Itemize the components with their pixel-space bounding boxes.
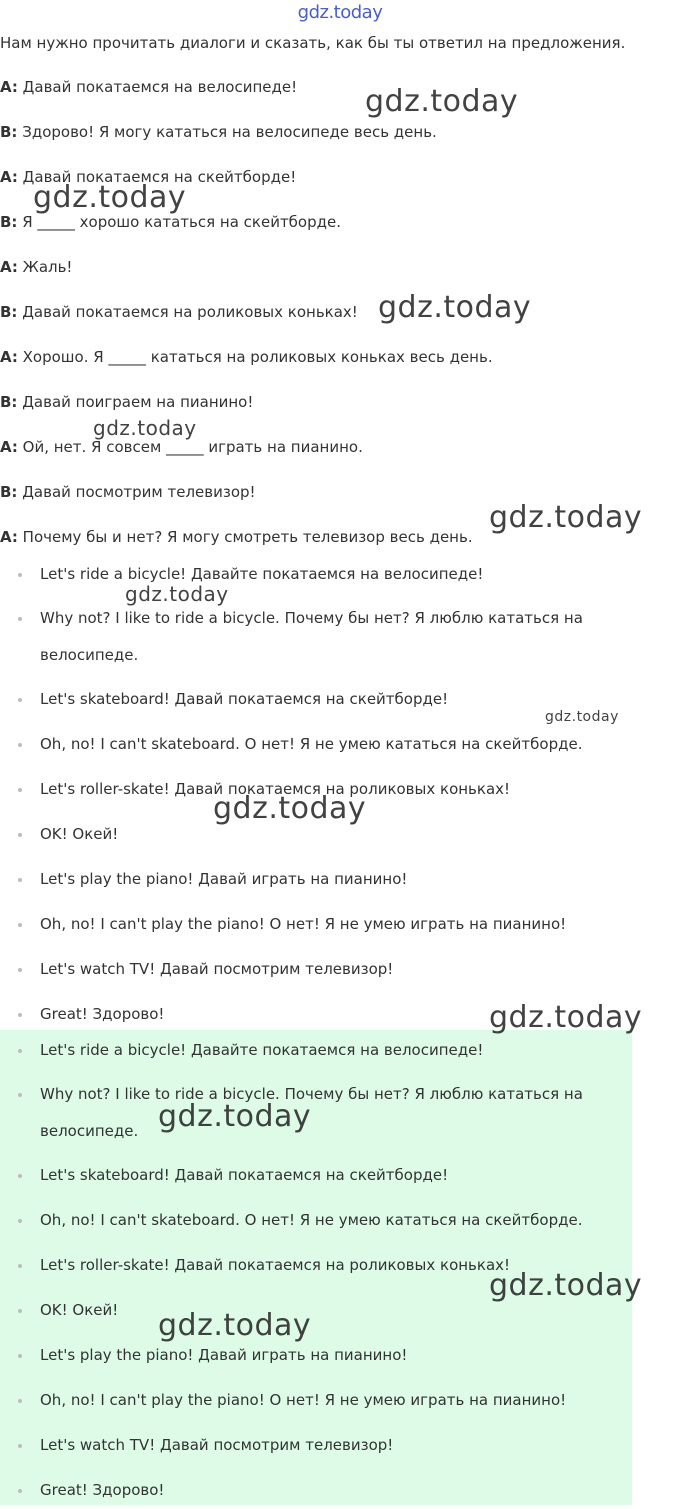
answers-list: Let's ride a bicycle! Давайте покатаемся на велосипеде! Why not? I like to ride a bicycle. Почему бы нет? Я люблю кататься на велосипеде. Let's skateboard! Давай покатаемся на скейтборде! Oh, no! I can't skateboard. О нет! Я не умею кататься на скейтборде. Let's roller-skate! Давай покатаемся на роликовых коньках! OK! Окей! Let's play the piano! Давай играть на пианино! Oh, no! I can't play the piano! О нет! Я не умею играть на пианино! Let's watch TV! Давай посмотрим телевизор! Great! Здорово! [0, 0, 680, 1030]
bullet-icon [18, 1489, 22, 1493]
bullet-icon [18, 1309, 22, 1313]
bullet-icon [18, 1093, 22, 1097]
dialogue-line: A: Ой, нет. Я совсем _____ играть на пианино. [0, 438, 363, 456]
dialogue-line: A: Хорошо. Я _____ кататься на роликовых коньках весь день. [0, 348, 493, 366]
bullet-icon [18, 1174, 22, 1178]
watermark: gdz.today [365, 84, 519, 119]
dialogue-line: A: Жаль! [0, 258, 73, 276]
bullet-icon [18, 968, 22, 972]
bullet-icon [18, 1013, 22, 1017]
bullet-icon [18, 1049, 22, 1053]
watermark: gdz.today [489, 1000, 643, 1035]
watermark: gdz.today [125, 582, 229, 606]
task-instruction: Нам нужно прочитать диалоги и сказать, как бы ты ответил на предложения. [0, 34, 626, 52]
watermark: gdz.today [489, 500, 643, 535]
watermark: gdz.today [158, 1308, 312, 1343]
dialogue-line: A: Давай покатаемся на скейтборде! [0, 168, 297, 186]
bullet-icon [18, 878, 22, 882]
bullet-icon [18, 833, 22, 837]
site-logo: gdz.today [297, 2, 383, 23]
dialogue-line: B: Давай посмотрим телевизор! [0, 483, 256, 501]
watermark: gdz.today [93, 416, 197, 440]
watermark: gdz.today [545, 709, 619, 725]
bullet-icon [18, 1399, 22, 1403]
bullet-icon [18, 573, 22, 577]
dialogue-line: B: Давай покатаемся на роликовых коньках! [0, 303, 358, 321]
bullet-icon [18, 1219, 22, 1223]
dialogue-line: B: Я _____ хорошо кататься на скейтборде. [0, 213, 341, 231]
bullet-icon [18, 698, 22, 702]
bullet-icon [18, 1444, 22, 1448]
bullet-icon [18, 788, 22, 792]
watermark: gdz.today [33, 180, 187, 215]
dialogue-line: A: Давай покатаемся на велосипеде! [0, 78, 298, 96]
watermark: gdz.today [213, 791, 367, 826]
bullet-icon [18, 1264, 22, 1268]
bullet-icon [18, 743, 22, 747]
watermark: gdz.today [489, 1268, 643, 1303]
bullet-icon [18, 617, 22, 621]
bullet-icon [18, 923, 22, 927]
dialogue-line: B: Здорово! Я могу кататься на велосипеде весь день. [0, 123, 437, 141]
watermark: gdz.today [378, 290, 532, 325]
watermark: gdz.today [158, 1099, 312, 1134]
dialogue-line: A: Почему бы и нет? Я могу смотреть телевизор весь день. [0, 528, 473, 546]
dialogue-line: B: Давай поиграем на пианино! [0, 393, 254, 411]
answers-list-highlighted: Let's ride a bicycle! Давайте покатаемся на велосипеде! Why not? I like to ride a bicycle. Почему бы нет? Я люблю кататься на велосипеде. Let's skateboard! Давай покатаемся на скейтборде! Oh, no! I can't skateboard. О нет! Я не умею кататься на скейтборде. Let's roller-skate! Давай покатаемся на роликовых коньках! OK! Окей! Let's play the piano! Давай играть на пианино! Oh, no! I can't play the piano! О нет! Я не умею играть на пианино! Let's watch TV! Давай посмотрим телевизор! Great! Здорово! [0, 1030, 632, 1505]
bullet-icon [18, 1354, 22, 1358]
